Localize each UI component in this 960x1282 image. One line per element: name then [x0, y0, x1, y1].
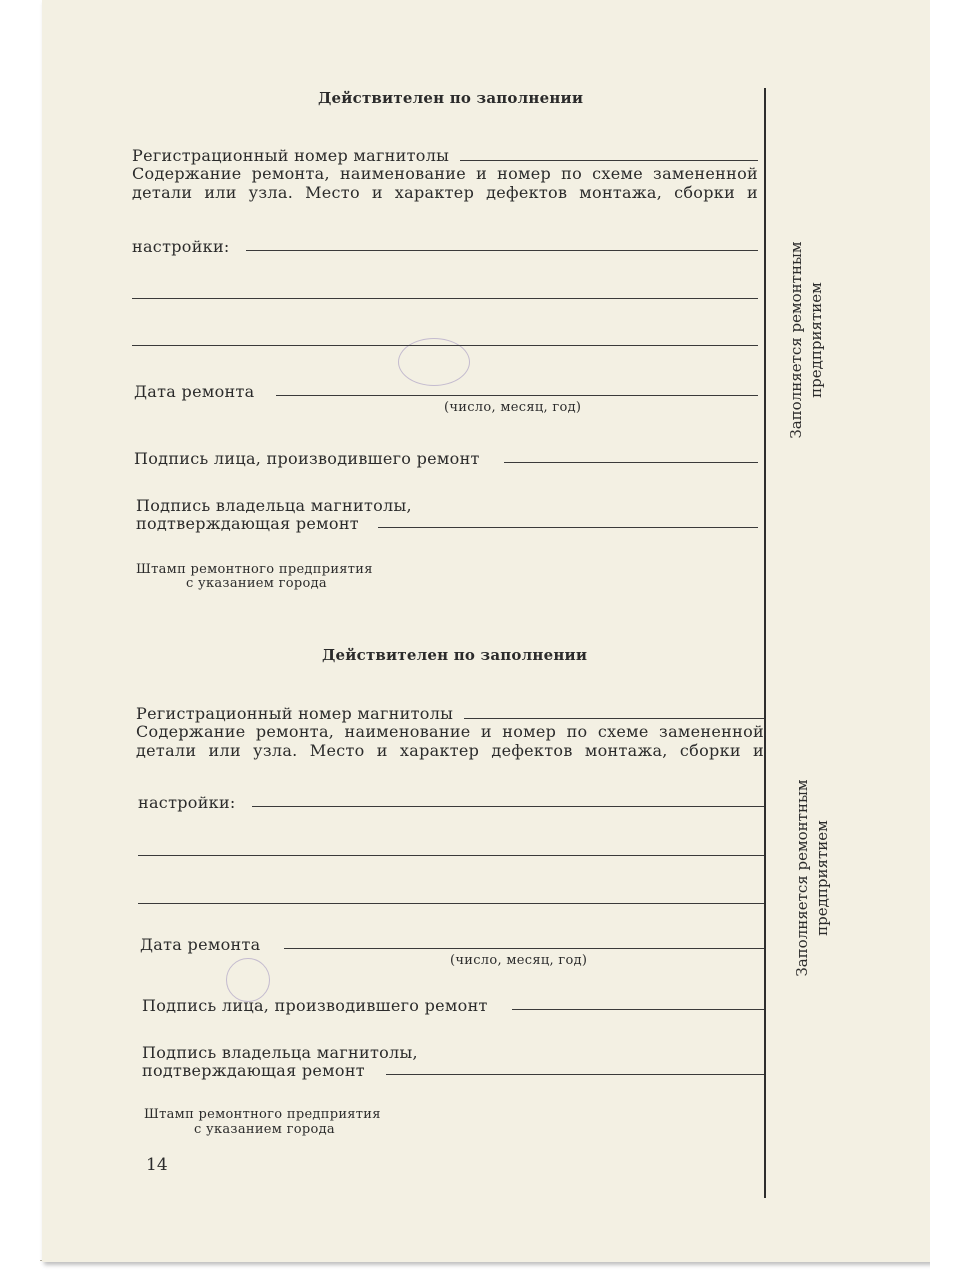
side-note — [786, 228, 826, 452]
section-title: Действителен по заполнении — [322, 646, 588, 664]
owner-signature-label-line-2: подтверждающая ремонт — [136, 514, 359, 533]
section-title: Действителен по заполнении — [318, 89, 584, 107]
settings-label: настройки: — [138, 793, 236, 812]
repairer-signature-field[interactable] — [504, 462, 758, 463]
settings-field-line-1[interactable] — [252, 806, 764, 807]
repairer-signature-field[interactable] — [512, 1009, 764, 1010]
repair-description-line-1: Содержание ремонта, наименование и номер по схеме замененной — [132, 164, 758, 183]
repair-date-field[interactable] — [276, 395, 758, 396]
repair-date-field[interactable] — [284, 948, 764, 949]
page-margin-right — [930, 0, 960, 1282]
settings-field-line-3[interactable] — [132, 345, 758, 346]
owner-signature-field[interactable] — [378, 527, 758, 528]
owner-signature-label-line-1: Подпись владельца магнитолы, — [142, 1043, 418, 1062]
repairer-signature-label: Подпись лица, производившего ремонт — [142, 996, 488, 1015]
side-note-line-1: Заполняется ремонтным — [787, 241, 805, 439]
side-note-line-2: предприятием — [813, 820, 831, 936]
column-divider — [764, 88, 766, 1198]
registration-number-label: Регистрационный номер магнитолы — [132, 146, 450, 165]
stamp-caption-line-2: с указанием города — [194, 1122, 335, 1137]
owner-signature-field[interactable] — [386, 1074, 764, 1075]
registration-number-field[interactable] — [464, 718, 764, 719]
registration-number-label: Регистрационный номер магнитолы — [136, 704, 454, 723]
owner-signature-label-line-1: Подпись владельца магнитолы, — [136, 496, 412, 515]
settings-field-line-3[interactable] — [138, 903, 764, 904]
repair-date-label: Дата ремонта — [140, 935, 261, 954]
stamp-caption-line-2: с указанием города — [186, 576, 327, 591]
repairer-signature-label: Подпись лица, производившего ремонт — [134, 449, 480, 468]
page-number: 14 — [146, 1155, 168, 1175]
settings-field-line-2[interactable] — [138, 855, 764, 856]
settings-field-line-2[interactable] — [132, 298, 758, 299]
repair-description-line-1: Содержание ремонта, наименование и номер по схеме замененной — [136, 722, 764, 741]
repair-description-line-2: детали или узла. Место и характер дефектов монтажа, сборки и — [132, 183, 758, 202]
repair-date-hint: (число, месяц, год) — [444, 400, 582, 415]
settings-label: настройки: — [132, 237, 230, 256]
side-note — [792, 766, 832, 990]
settings-field-line-1[interactable] — [246, 250, 758, 251]
stamp-caption-line-1: Штамп ремонтного предприятия — [136, 562, 373, 577]
repair-description-line-2: детали или узла. Место и характер дефектов монтажа, сборки и — [136, 741, 764, 760]
repair-date-hint: (число, месяц, год) — [450, 953, 588, 968]
registration-number-field[interactable] — [460, 160, 758, 161]
stamp-caption-line-1: Штамп ремонтного предприятия — [144, 1107, 381, 1122]
side-note-line-2: предприятием — [807, 282, 825, 398]
side-note-line-1: Заполняется ремонтным — [793, 779, 811, 977]
owner-signature-label-line-2: подтверждающая ремонт — [142, 1061, 365, 1080]
repair-date-label: Дата ремонта — [134, 382, 255, 401]
